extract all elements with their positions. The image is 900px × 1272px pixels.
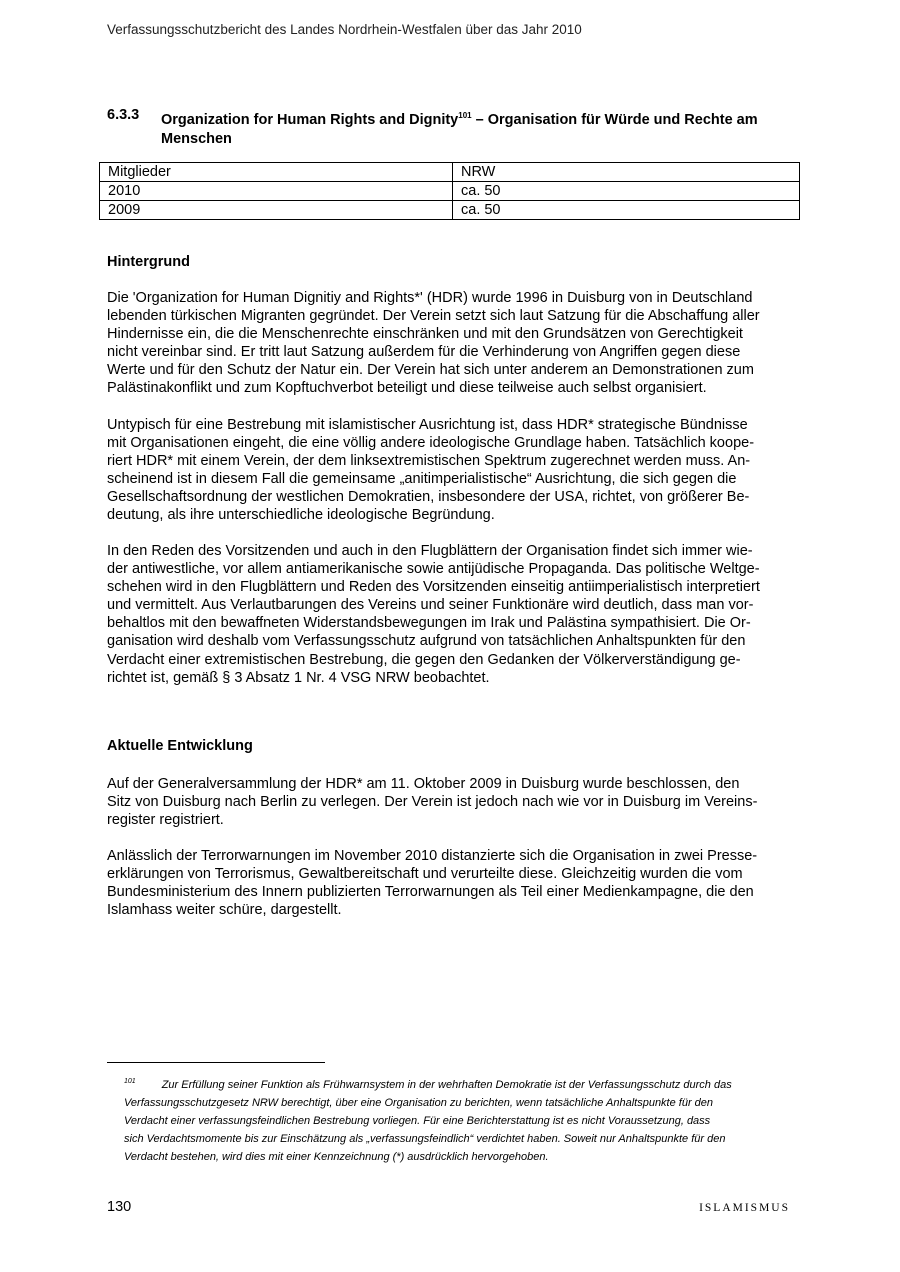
text-line: In den Reden des Vorsitzenden und auch in den Flugblättern der Organisation findet sich immer wie- [107, 543, 753, 559]
table-row [100, 201, 800, 220]
running-header: Verfassungsschutzbericht des Landes Nordrhein-Westfalen über das Jahr 2010 [107, 22, 582, 37]
text-line: Verdacht einer extremistischen Bestrebung, die gegen den Gedanken der Völkerverständigung ge- [107, 651, 741, 668]
text-line: Bundesministerium des Innern publizierten Terrorwarnungen als Teil einer Medienkampagne, die den [107, 884, 754, 901]
footnote-marker: 101 [124, 1078, 136, 1085]
text-line: register registriert. [107, 812, 224, 829]
current-development-heading: Aktuelle Entwicklung [107, 738, 253, 754]
text-line: ganisation wird deshalb vom Verfassungsschutz aufgrund von tatsächlichen Anhaltspunkten für den [107, 633, 746, 650]
text-line: Die 'Organization for Human Dignitiy and Rights*' (HDR) wurde 1996 in Duisburg von in Deutschland [107, 290, 753, 306]
footnote [124, 1073, 794, 1166]
table-header-cell: NRW [453, 163, 800, 182]
footnote-divider [107, 1062, 325, 1063]
section-title-part1: Organization for Human Rights and Dignity [161, 112, 459, 128]
text-line: Islamhass weiter schüre, dargestellt. [107, 902, 342, 919]
current-paragraph-2 [107, 847, 797, 919]
current-paragraph-1 [107, 775, 797, 829]
section-title-part2: – Organisation für Würde und Rechte am [471, 112, 758, 128]
text-line: Hindernisse ein, die die Menschenrechte einschränken und mit den Grundsätzen von Gerechtigkeit [107, 326, 743, 343]
section-number: 6.3.3 [107, 107, 140, 123]
background-paragraph-3 [107, 542, 797, 687]
table-cell: ca. 50 [453, 182, 800, 201]
background-paragraph-1 [107, 289, 797, 398]
section-title [161, 106, 801, 149]
text-line: behaltlos mit den bewaffneten Widerstandsbewegungen im Irak und Palästina sympathisiert. Die Or- [107, 615, 751, 632]
text-line: und vermittelt. Aus Verlautbarungen des Vereins und seiner Funktionäre wird deutlich, dass man vor- [107, 597, 754, 614]
text-line: Untypisch für eine Bestrebung mit islamistischer Ausrichtung ist, dass HDR* strategische Bündnisse [107, 417, 748, 433]
chapter-label: ISLAMISMUS [699, 1202, 790, 1214]
section-title-part3: Menschen [161, 131, 232, 147]
text-line: riert HDR* mit einem Verein, der dem linksextremistischen Spektrum zugerechnet werden muss. An- [107, 453, 751, 470]
table-row [100, 182, 800, 201]
text-line: Gesellschaftsordnung der westlichen Demokratien, insbesondere der USA, richtet, von größerer Be- [107, 489, 750, 506]
table-header-cell: Mitglieder [100, 163, 453, 182]
table-cell: 2009 [100, 201, 453, 220]
table-header-row [100, 163, 800, 182]
background-paragraph-2 [107, 416, 797, 525]
footnote-line: Verfassungsschutzgesetz NRW berechtigt, über eine Organisation zu berichten, wenn tatsächliche Anhaltspunkte für den [124, 1097, 714, 1109]
text-line: der antiwestliche, vor allem antiamerikanische sowie antijüdische Propaganda. Das politische Weltge- [107, 561, 760, 578]
text-line: richtet ist, gemäß § 3 Absatz 1 Nr. 4 VSG NRW beobachtet. [107, 669, 490, 686]
text-line: nicht vereinbar sind. Er tritt laut Satzung außerdem für die Verhinderung von Angriffen gegen diese [107, 344, 741, 361]
text-line: Palästinakonflikt und zum Kopftuchverbot beteiligt und diese teilweise auch selbst organisiert. [107, 380, 707, 397]
footnote-reference[interactable]: 101 [458, 111, 472, 120]
footnote-line: Verdacht einer verfassungsfeindlichen Bestrebung vorliegen. Für eine Berichterstattung ist es nicht Voraussetzung, dass [124, 1115, 711, 1127]
text-line: Anlässlich der Terrorwarnungen im November 2010 distanzierte sich die Organisation in zwei Presse- [107, 848, 758, 864]
text-line: deutung, als ihre unterschiedliche ideologische Begründung. [107, 507, 495, 524]
table-cell: ca. 50 [453, 201, 800, 220]
footnote-line: Verdacht bestehen, wird dies mit einer Kennzeichnung (*) ausdrücklich hervorgehoben. [124, 1151, 549, 1163]
text-line: mit Organisationen eingeht, die eine völlig andere ideologische Grundlage haben. Tatsächlich koope- [107, 435, 755, 452]
background-heading: Hintergrund [107, 254, 190, 270]
footnote-line: sich Verdachtsmomente bis zur Einschätzung als „verfassungsfeindlich“ verdichtet haben. Soweit nur Anhaltspunkte für den [124, 1133, 726, 1145]
text-line: schehen wird in den Flugblättern und Reden des Vorsitzenden einseitig antiimperialistisch interpretiert [107, 579, 760, 596]
text-line: erklärungen von Terrorismus, Gewaltbereitschaft und verurteilte diese. Gleichzeitig wurden die vom [107, 866, 743, 883]
text-line: Werte und für den Schutz der Natur ein. Der Verein hat sich unter anderem an Demonstrationen zum [107, 362, 754, 379]
text-line: lebenden türkischen Migranten gegründet. Der Verein setzt sich laut Satzung für die Abschaffung aller [107, 308, 760, 325]
text-line: scheinend ist in diesem Fall die gemeinsame „anitimperialistische“ Ausrichtung, die sich gegen die [107, 471, 737, 488]
text-line: Sitz von Duisburg nach Berlin zu verlegen. Der Verein ist jedoch nach wie vor in Duisburg im Vereins- [107, 794, 758, 811]
footnote-line: $^{101}$ Zur Erfüllung seiner Funktion als Frühwarnsystem in der wehrhaften Demokratie ist der Verfassungsschutz durch das [124, 1078, 732, 1091]
text-line: Auf der Generalversammlung der HDR* am 11. Oktober 2009 in Duisburg wurde beschlossen, den [107, 776, 740, 792]
page-number: 130 [107, 1199, 132, 1215]
table-cell: 2010 [100, 182, 453, 201]
members-table [99, 162, 800, 220]
